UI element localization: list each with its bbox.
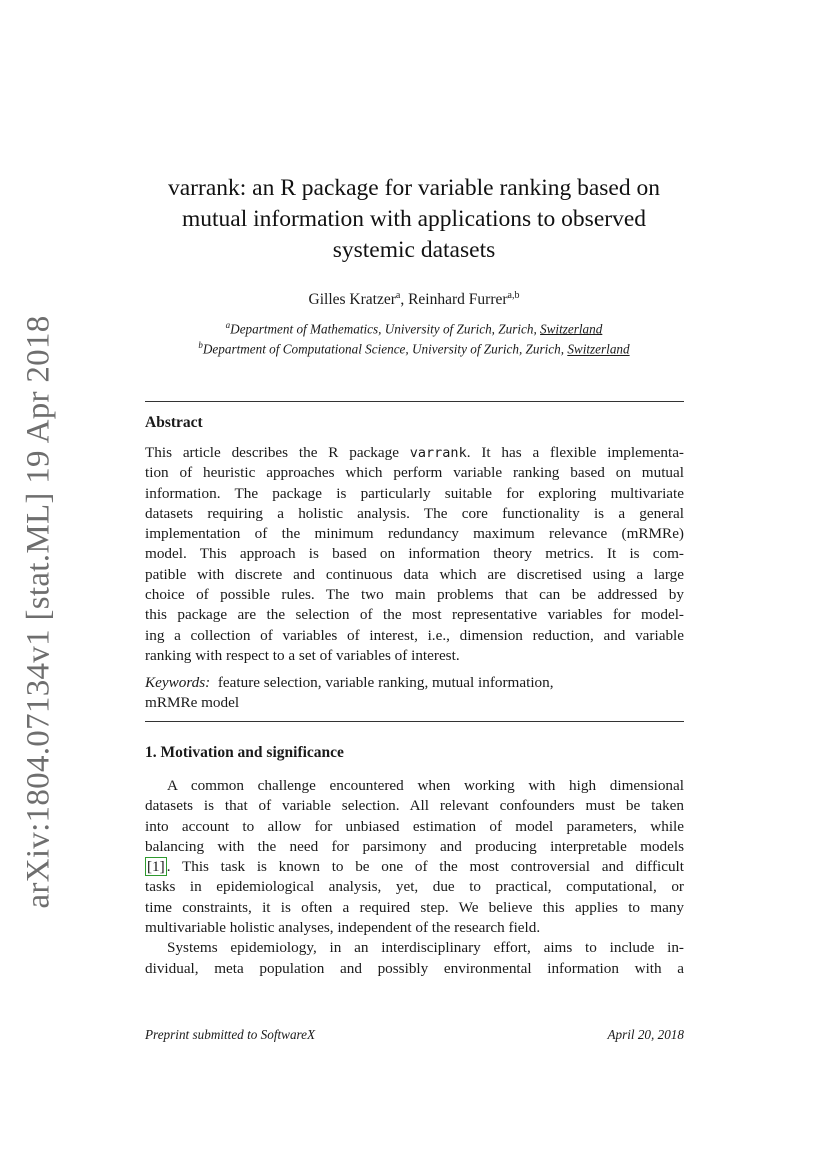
paragraph-line: A common challenge encountered when working with high dimensional (167, 777, 684, 794)
keywords (145, 673, 684, 714)
keywords-label: Keywords: (145, 674, 211, 691)
abstract-line: this package are the selection of the most representative variables for model- (145, 606, 684, 624)
abstract-line: patible with discrete and continuous data which are discretised using a large (145, 565, 684, 583)
affiliations (140, 317, 688, 358)
abstract-line: information. The package is particularly suitable for exploring multivariate (145, 484, 684, 502)
affiliation-line (140, 317, 688, 337)
affiliation-text: Department of Mathematics, University of Zurich, Zurich, (230, 321, 541, 337)
abstract-line: choice of possible rules. The two main problems that can be addressed by (145, 586, 684, 604)
affiliation-country-link[interactable]: Switzerland (540, 321, 603, 337)
arxiv-identifier-text: arXiv:1804.07134v1 [stat.ML] 19 Apr 2018 (20, 315, 57, 909)
author-name: Gilles Kratzer (308, 291, 396, 309)
title-line: varrank: an R package for variable ranking based on (168, 175, 660, 201)
author-affiliation-mark: a,b (507, 290, 520, 301)
abstract-line: ranking with respect to a set of variables of interest. (145, 646, 460, 664)
abstract-line: datasets requiring a holistic analysis. The core functionality is a general (145, 504, 684, 522)
paragraph-line: multivariable holistic analyses, independent of the research field. (145, 919, 541, 937)
affiliation-country-link[interactable]: Switzerland (567, 341, 630, 357)
abstract-body (145, 443, 684, 666)
abstract-line: tion of heuristic approaches which perform variable ranking based on mutual (145, 464, 684, 482)
footer-preprint-note: Preprint submitted to SoftwareX (145, 1027, 316, 1042)
author-list (140, 285, 688, 311)
section-heading: 1. Motivation and significance (145, 744, 344, 761)
affiliation-text: Department of Computational Science, University of Zurich, Zurich, (202, 341, 568, 357)
abstract-text: This article describes the R package (145, 444, 410, 461)
paragraph-line: into account to allow for unbiased estimation of model parameters, while (145, 817, 684, 835)
abstract-line: implementation of the minimum redundancy maximum relevance (mRMRe) (145, 525, 684, 543)
paragraph-line (145, 857, 684, 877)
affiliation-mark: a (225, 320, 231, 330)
keywords-line: mRMRe model (145, 694, 240, 712)
paragraph-line: tasks in epidemiological analysis, yet, due to practical, computational, or (145, 878, 684, 896)
affiliation-mark: b (198, 340, 203, 351)
keywords-list: feature selection, variable ranking, mutual information, (217, 674, 554, 691)
paragraph-text: . This task is known to be one of the most controversial and difficult (166, 858, 684, 876)
paragraph-line: datasets is that of variable selection. All relevant confounders must be taken (145, 797, 684, 815)
abstract-bottom-rule (145, 721, 684, 722)
paragraph-line: dividual, meta population and possibly environmental information with a (145, 959, 684, 977)
footer-date: April 20, 2018 (607, 1027, 684, 1042)
affiliation-line (140, 337, 688, 357)
abstract-heading: Abstract (145, 414, 203, 431)
title-line: mutual information with applications to observed (181, 206, 647, 232)
title-line: systemic datasets (332, 237, 496, 263)
author-affiliation-mark: a (395, 290, 401, 301)
author-name: Reinhard Furrer (408, 291, 508, 309)
citation-link[interactable]: [1] (147, 858, 165, 876)
section-body (145, 776, 684, 979)
paragraph-line: time constraints, it is often a required step. We believe this applies to many (145, 898, 684, 916)
paragraph-line: Systems epidemiology, in an interdisciplinary effort, aims to include in- (167, 939, 684, 957)
paper-title (140, 173, 688, 266)
abstract-line: ing a collection of variables of interest, i.e., dimension reduction, and variable (145, 626, 684, 644)
abstract-text: . It has a flexible implementa- (466, 444, 684, 461)
abstract-line: model. This approach is based on information theory metrics. It is com- (145, 545, 684, 563)
abstract-line (145, 443, 684, 463)
paragraph-line: balancing with the need for parsimony and producing interpretable models (145, 837, 684, 855)
author-separator: , (400, 291, 409, 309)
arxiv-identifier-stamp (0, 0, 80, 1171)
package-name: varrank (409, 445, 467, 461)
abstract-top-rule (145, 401, 684, 402)
keywords-line (145, 673, 684, 693)
